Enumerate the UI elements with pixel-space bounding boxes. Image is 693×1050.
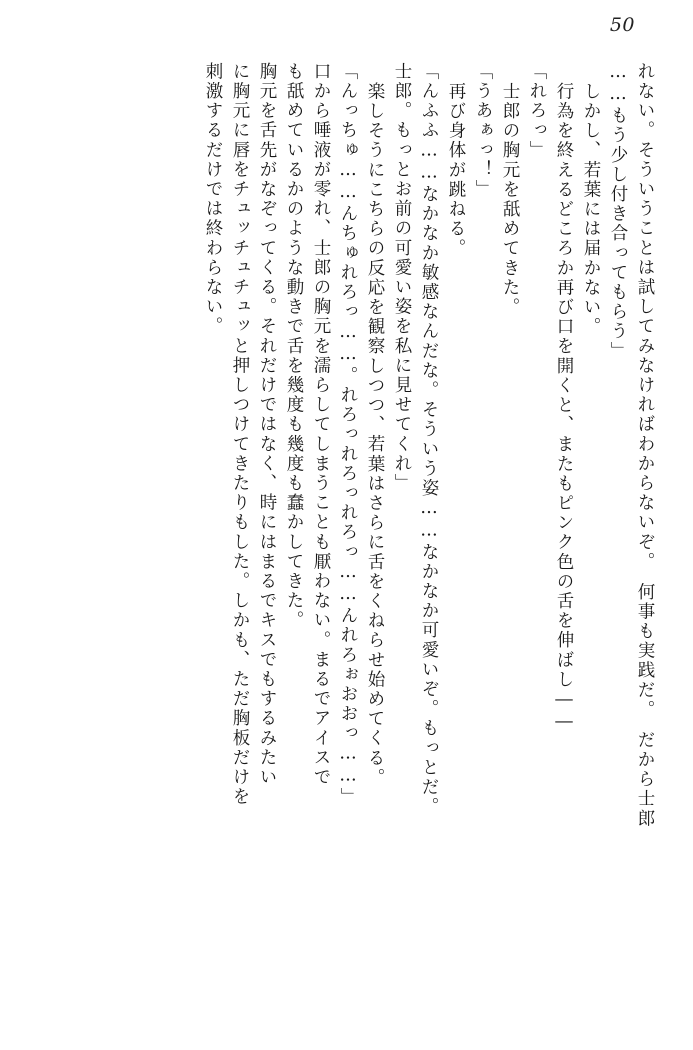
vertical-text-body — [40, 62, 653, 1014]
text-line: に胸元に唇をチュッチュチュッと押しつけてきたりもした。しかも、ただ胸板だけを — [230, 62, 250, 807]
text-line: 刺激するだけでは終わらない。 — [203, 62, 223, 337]
text-line: ……もう少し付き合ってもらう」 — [608, 62, 628, 361]
text-line: 胸元を舌先がなぞってくる。それだけではなく、時にはまるでキスでもするみたい — [257, 62, 277, 788]
text-line: 士郎。もっとお前の可愛い姿を私に見せてくれ」 — [392, 62, 412, 494]
text-line: 「れろっ」 — [527, 62, 547, 160]
text-line: 口から唾液が零れ、士郎の胸元を濡らしてしまうことも厭わない。まるでアイスで — [311, 62, 331, 788]
text-line: 楽しそうにこちらの反応を観察しつつ、若葉はさらに舌をくねらせ始めてくる。 — [365, 82, 385, 788]
text-line: 「んふふ……なかなか敏感なんだな。そういう姿……なかなか可愛いぞ。もっとだ。 — [419, 62, 439, 817]
text-line: 再び身体が跳ねる。 — [446, 82, 466, 259]
text-line: 行為を終えるどころか再び口を開くと、またもピンク色の舌を伸ばし―― — [554, 82, 574, 734]
text-line: れない。そういうことは試してみなければわからないぞ。 何事も実践だ。 だから士郎 — [635, 62, 655, 829]
text-line: しかし、若葉には届かない。 — [581, 82, 601, 337]
text-line: も舐めているかのような動きで舌を幾度も幾度も蠢かしてきた。 — [284, 62, 304, 631]
page-number: 50 — [609, 14, 635, 36]
text-line: 「んっちゅ……んちゅれろっ……。れろっれろっれろっ……んれろぉおおっ……」 — [338, 62, 358, 808]
text-line: 士郎の胸元を舐めてきた。 — [500, 82, 520, 318]
text-line: 「うあぁっ！」 — [473, 62, 493, 200]
